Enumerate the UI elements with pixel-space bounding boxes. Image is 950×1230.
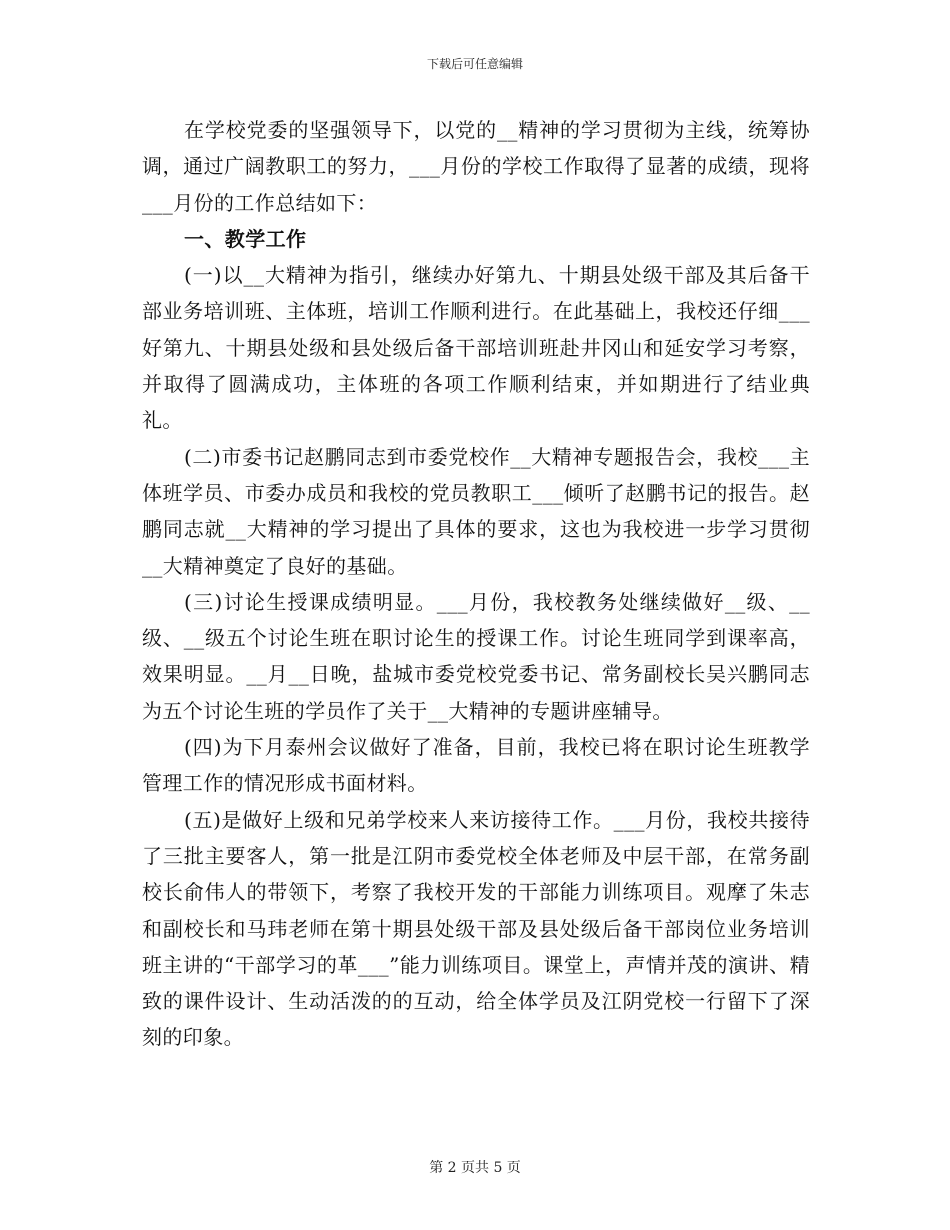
intro-paragraph: 在学校党委的坚强领导下，以党的__精神的学习贯彻为主线，统筹协调，通过广阔教职工的努力，___月份的学校工作取得了显著的成绩，现将___月份的工作总结如下： — [142, 118, 810, 215]
page-number: 第 2 页共 5 页 — [429, 1160, 521, 1176]
paragraph-item-5: (五)是做好上级和兄弟学校来人来访接待工作。___月份，我校共接待了三批主要客人，第一批是江阴市委党校全体老师及中层干部，在常务副校长俞伟人的带领下，考察了我校开发的干部能力训练项目。观摩了朱志和副校长和马玮老师在第十期县处级干部及县处级后备干部岗位业务培训班主讲的“干部学习的革___”能力训练项目。课堂上，声情并茂的演讲、精致的课件设计、生动活泼的的互动，给全体学员及江阴党校一行留下了深刻的印象。 — [142, 807, 810, 1050]
section-heading: 一、教学工作 — [184, 226, 307, 251]
paragraph-item-1: (一)以__大精神为指引，继续办好第九、十期县处级干部及其后备干部业务培训班、主体班，培训工作顺利进行。在此基础上，我校还仔细___好第九、十期县处级和县处级后备干部培训班赴井冈山和延安学习考察，并取得了圆满成功，主体班的各项工作顺利结束，并如期进行了结业典礼。 — [142, 263, 810, 433]
paragraph-item-3: (三)讨论生授课成绩明显。___月份，我校教务处继续做好__级、__级、__级五个讨论生班在职讨论生的授课工作。讨论生班同学到课率高，效果明显。__月__日晚，盐城市委党校党委书记、常务副校长吴兴鹏同志为五个讨论生班的学员作了关于__大精神的专题讲座辅导。 — [142, 589, 810, 723]
paragraph-item-4: (四)为下月泰州会议做好了准备，目前，我校已将在职讨论生班教学管理工作的情况形成书面材料。 — [142, 735, 810, 796]
page-header: 下载后可任意编辑 — [426, 57, 523, 71]
paragraph-item-2: (二)市委书记赵鹏同志到市委党校作__大精神专题报告会，我校___主体班学员、市委办成员和我校的党员教职工___倾听了赵鹏书记的报告。赵鹏同志就__大精神的学习提出了具体的要求，这也为我校进一步学习贯彻__大精神奠定了良好的基础。 — [142, 444, 810, 578]
document-body — [142, 112, 810, 1056]
